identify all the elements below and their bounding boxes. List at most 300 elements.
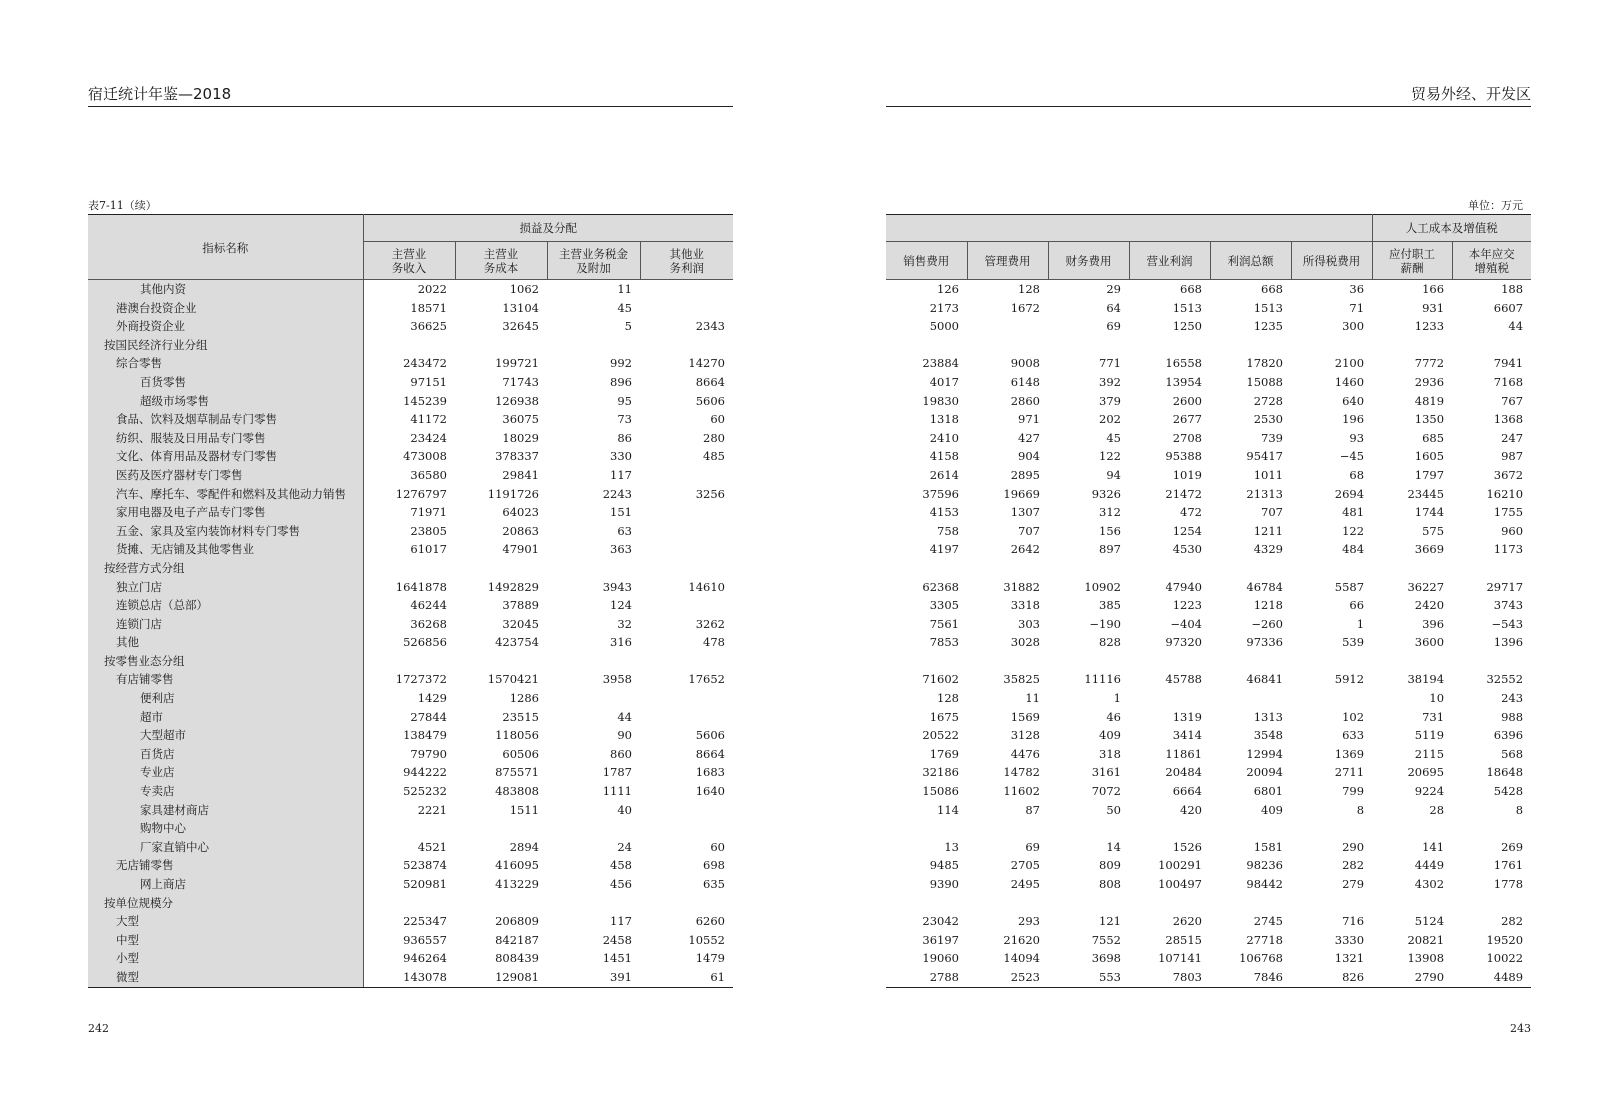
table-cell: 1727372 (395, 672, 447, 687)
table-cell: 2860 (1010, 393, 1040, 408)
table-cell (1291, 652, 1372, 671)
table-cell (1291, 336, 1372, 355)
table-cell: 20695 (1407, 765, 1445, 780)
page-number: 243 (1510, 1022, 1531, 1035)
table-cell: 809 (1099, 858, 1121, 873)
table-row (88, 726, 733, 745)
table-cell (640, 596, 733, 615)
table-cell: 3256 (695, 486, 725, 501)
table-cell: 1369 (1334, 746, 1365, 761)
table-row (88, 912, 733, 931)
table-cell: 98236 (1246, 858, 1283, 873)
table-cell: 100497 (1158, 877, 1202, 891)
table-cell (886, 336, 967, 355)
table-cell: 20821 (1407, 932, 1445, 947)
table-cell: 3943 (602, 579, 632, 594)
table-cell: 20094 (1246, 765, 1283, 780)
table-row (886, 633, 1531, 652)
table-cell: 5606 (695, 728, 725, 743)
table-row (886, 875, 1531, 894)
table-cell: 1570421 (487, 672, 539, 687)
table-row (886, 745, 1531, 764)
table-cell: 17820 (1246, 356, 1283, 371)
table-cell: 300 (1342, 319, 1365, 334)
table-cell: 27844 (410, 709, 447, 724)
table-cell (1372, 336, 1452, 355)
table-cell: 7846 (1210, 968, 1291, 987)
table-row (88, 559, 733, 578)
table-cell: 11602 (1003, 784, 1040, 799)
table-cell: 122 (1342, 523, 1365, 538)
table-cell: 90 (617, 728, 632, 743)
table-cell: 15088 (1246, 374, 1283, 389)
table-cell (967, 894, 1048, 913)
col-header-text: 管理费用 (984, 253, 1031, 268)
table-cell: 2620 (1172, 914, 1202, 929)
row-name: 按经营方式分组 (88, 559, 363, 578)
table-cell: 206809 (495, 914, 539, 929)
table-cell: 95417 (1246, 449, 1283, 464)
row-name: 网上商店 (88, 875, 363, 894)
table-cell: 7072 (1091, 784, 1121, 799)
row-name: 无店铺零售 (88, 856, 363, 875)
table-cell: 107141 (1158, 951, 1202, 966)
table-cell (547, 559, 640, 578)
table-cell: 32 (617, 616, 632, 631)
table-cell: 640 (1342, 393, 1365, 408)
table-cell: 1233 (1414, 319, 1445, 334)
table-cell (640, 894, 733, 913)
row-name: 五金、家具及室内装饰材料专门零售 (88, 522, 363, 541)
table-cell: 11116 (1084, 672, 1121, 687)
table-cell (1210, 689, 1291, 708)
table-cell: 553 (1048, 968, 1129, 987)
table-cell: 141 (1422, 839, 1445, 854)
table-row (88, 931, 733, 950)
table-cell: 23424 (410, 430, 447, 445)
table-cell: 2936 (1414, 374, 1445, 389)
table-cell: 3414 (1172, 728, 1202, 743)
table-cell (640, 801, 733, 820)
table-cell: 47901 (502, 542, 539, 557)
table-cell (363, 652, 455, 671)
table-cell: 2600 (1172, 393, 1202, 408)
table-cell: 64023 (502, 505, 539, 520)
table-cell: 413229 (495, 877, 539, 891)
table-cell: 2894 (509, 839, 539, 854)
table-cell: 420 (1180, 802, 1202, 817)
table-cell: 16210 (1486, 486, 1524, 501)
table-cell: 944222 (403, 765, 447, 780)
table-row (886, 726, 1531, 745)
table-row (886, 522, 1531, 541)
table-cell: 20863 (502, 523, 539, 538)
table-row (886, 801, 1531, 820)
table-cell: 31882 (1003, 579, 1040, 594)
table-cell (967, 336, 1048, 355)
table-cell: 575 (1422, 523, 1445, 538)
table-cell: 10552 (688, 932, 725, 947)
table-cell (455, 336, 547, 355)
row-name: 按零售业态分组 (88, 652, 363, 671)
table-cell: 2420 (1414, 598, 1445, 613)
unit-label: 单位：万元 (1468, 199, 1523, 212)
table-cell: 36 (1349, 282, 1365, 296)
table-cell: 416095 (495, 858, 539, 873)
table-cell: −404 (1170, 616, 1202, 631)
table-cell: 11 (617, 282, 632, 296)
table-cell (1372, 652, 1452, 671)
table-cell: 698 (703, 858, 725, 873)
group-header-profit: 损益及分配 (363, 215, 733, 242)
table-cell: 1513 (1172, 300, 1202, 315)
table-cell: 1526 (1172, 839, 1202, 854)
row-name: 纺织、服装及日用品专门零售 (88, 429, 363, 448)
table-cell (455, 652, 547, 671)
row-name: 便利店 (88, 689, 363, 708)
table-cell: 243 (1501, 691, 1524, 706)
table-cell: 716 (1342, 914, 1365, 929)
table-cell: 3330 (1334, 932, 1365, 947)
table-cell: 138479 (403, 728, 447, 743)
table-cell: 897 (1099, 542, 1121, 557)
row-name: 超级市场零售 (88, 392, 363, 411)
table-cell (1129, 689, 1210, 708)
col-header-text: 所得税费用 (1302, 253, 1361, 268)
table-cell: 4530 (1172, 542, 1202, 557)
table-row (886, 670, 1531, 689)
table-row (88, 894, 733, 913)
table-cell: 64 (1106, 300, 1121, 315)
table-cell: 1479 (695, 951, 725, 966)
table-cell: 5587 (1334, 579, 1365, 594)
table-cell: 128 (937, 691, 959, 706)
table-cell (640, 280, 733, 299)
table-cell: 826 (1291, 968, 1372, 987)
table-cell: 117 (610, 914, 632, 929)
row-name: 厂家直销中心 (88, 838, 363, 857)
table-cell: 2523 (967, 968, 1048, 987)
table-cell: 10 (1429, 691, 1445, 706)
col-header (547, 242, 640, 280)
col-header (1372, 242, 1452, 280)
table-cell: 18029 (502, 430, 539, 445)
table-cell (1210, 652, 1291, 671)
table-cell (886, 894, 967, 913)
table-cell: 36580 (410, 467, 447, 482)
table-cell (1452, 894, 1531, 913)
group-header-labor: 人工成本及增值税 (1372, 215, 1531, 242)
table-cell (1452, 652, 1531, 671)
table-row (88, 280, 733, 299)
table-cell: 1307 (1010, 505, 1040, 520)
table-row (886, 392, 1531, 411)
table-cell: 95 (617, 393, 632, 408)
table-cell: 1350 (1414, 412, 1445, 427)
table-cell (363, 819, 455, 838)
table-cell: 2745 (1253, 914, 1283, 929)
table-row (886, 968, 1531, 987)
table-cell: 32045 (502, 616, 539, 631)
row-name: 专业店 (88, 763, 363, 782)
table-cell: 633 (1342, 728, 1365, 743)
table-cell: 1797 (1414, 467, 1445, 482)
table-cell: 5124 (1414, 914, 1445, 929)
table-cell: 143078 (363, 968, 455, 987)
table-cell: 118056 (495, 728, 539, 743)
table-cell: 280 (703, 430, 725, 445)
table-cell: 95388 (1165, 449, 1202, 464)
table-cell: 1683 (695, 765, 725, 780)
table-cell: 318 (1099, 746, 1121, 761)
table-cell: 385 (1099, 598, 1121, 613)
table-cell: 3698 (1091, 951, 1121, 966)
right-data-table (886, 214, 1531, 988)
table-cell: 11861 (1165, 746, 1202, 761)
table-cell: 771 (1099, 356, 1121, 371)
table-cell: 13908 (1407, 951, 1445, 966)
table-cell: 3669 (1414, 542, 1445, 557)
table-cell: 18571 (410, 300, 447, 315)
table-cell (886, 559, 967, 578)
table-cell: 13104 (502, 300, 539, 315)
table-row (886, 485, 1531, 504)
table-cell: 121 (1099, 914, 1121, 929)
table-cell: 243472 (403, 356, 447, 371)
table-cell: 20484 (1165, 765, 1202, 780)
table-row (886, 838, 1531, 857)
table-cell (1452, 559, 1531, 578)
table-cell: 37596 (922, 486, 959, 501)
table-cell: 2728 (1253, 393, 1283, 408)
table-cell: 5912 (1334, 672, 1365, 687)
table-cell: 8664 (695, 374, 725, 389)
table-cell: 126 (937, 282, 959, 296)
row-name: 综合零售 (88, 354, 363, 373)
table-cell: 1111 (602, 784, 632, 799)
table-cell: 483808 (495, 784, 539, 799)
table-cell: 97151 (410, 374, 447, 389)
table-row (886, 299, 1531, 318)
table-cell: 71602 (922, 672, 959, 687)
table-cell: 5119 (1414, 728, 1445, 743)
table-cell: 316 (610, 635, 632, 650)
table-cell: 1429 (417, 691, 447, 706)
col-header (1129, 242, 1210, 280)
table-cell: −190 (1089, 616, 1121, 631)
table-cell: 17652 (688, 672, 725, 687)
table-cell: 61017 (410, 542, 447, 557)
table-cell: 196 (1342, 412, 1365, 427)
table-row (886, 280, 1531, 299)
table-cell: 2677 (1172, 412, 1202, 427)
table-row (88, 708, 733, 727)
table-cell: 9390 (929, 877, 959, 891)
table-cell: 1019 (1172, 467, 1202, 482)
table-row (88, 745, 733, 764)
table-cell: 4819 (1414, 393, 1445, 408)
table-cell: 60 (710, 412, 725, 427)
table-cell: 2614 (929, 467, 959, 482)
table-cell: 23042 (922, 914, 959, 929)
table-cell: 6607 (1493, 300, 1524, 315)
chapter-title: 贸易外经、开发区 (1410, 85, 1531, 103)
table-cell: 458 (610, 858, 632, 873)
table-cell: 946264 (403, 951, 447, 966)
col-header (1210, 242, 1291, 280)
row-name: 按国民经济行业分组 (88, 336, 363, 355)
table-cell (1291, 559, 1372, 578)
table-cell: 9008 (1010, 356, 1040, 371)
table-cell: 707 (1018, 523, 1040, 538)
table-cell (1291, 689, 1372, 708)
row-name: 医药及医疗器材专门零售 (88, 466, 363, 485)
table-cell: 860 (610, 746, 632, 761)
table-row (88, 652, 733, 671)
table-cell: 2100 (1334, 356, 1365, 371)
table-cell: 427 (1018, 430, 1040, 445)
col-header-text: 应付职工 薪酬 (1389, 246, 1436, 275)
table-cell (640, 819, 733, 838)
table-cell: 1313 (1253, 709, 1283, 724)
table-cell: 6801 (1253, 784, 1283, 799)
table-cell: 45788 (1165, 672, 1202, 687)
table-row (88, 763, 733, 782)
table-cell: 20522 (922, 728, 959, 743)
table-row (88, 540, 733, 559)
table-cell: 1569 (1010, 709, 1040, 724)
table-cell: 73 (617, 412, 632, 427)
table-row (886, 856, 1531, 875)
table-cell: 896 (610, 374, 632, 389)
table-cell: 568 (1501, 746, 1524, 761)
col-header (1452, 242, 1531, 280)
table-cell (1452, 336, 1531, 355)
table-cell: 4158 (929, 449, 959, 464)
table-cell: 282 (1342, 858, 1365, 873)
table-cell: 3305 (929, 598, 959, 613)
table-cell: 2642 (1010, 542, 1040, 557)
table-cell: 1318 (929, 412, 959, 427)
table-cell: 19060 (922, 951, 959, 966)
table-cell: 128 (1018, 282, 1040, 296)
row-name: 外商投资企业 (88, 317, 363, 336)
table-cell: 842187 (495, 932, 539, 947)
col-header-text: 本年应交 增殖税 (1468, 246, 1515, 275)
table-cell: 1191726 (487, 486, 539, 501)
row-name: 中型 (88, 931, 363, 950)
table-cell: 2711 (1334, 765, 1365, 780)
row-name: 独立门店 (88, 578, 363, 597)
table-cell: 47940 (1165, 579, 1202, 594)
table-cell: 1062 (509, 282, 539, 296)
table-cell: 36227 (1407, 579, 1445, 594)
table-row (886, 652, 1531, 671)
running-head (886, 86, 1531, 107)
row-name: 家具建材商店 (88, 801, 363, 820)
table-cell: 35825 (1003, 672, 1040, 687)
table-cell (1291, 894, 1372, 913)
row-name: 连锁总店（总部） (88, 596, 363, 615)
table-cell: 4521 (417, 839, 447, 854)
table-cell: 10022 (1486, 951, 1524, 966)
table-cell (640, 559, 733, 578)
table-cell: 68 (1349, 467, 1365, 482)
table-cell: 98442 (1246, 877, 1283, 891)
table-cell: 23884 (922, 356, 959, 371)
table-cell: 9326 (1091, 486, 1121, 501)
table-cell: 1211 (1253, 523, 1283, 538)
table-cell (1372, 819, 1452, 838)
row-name: 港澳台投资企业 (88, 299, 363, 318)
table-cell (640, 652, 733, 671)
table-cell: 293 (1018, 914, 1040, 929)
table-cell: 7853 (929, 635, 959, 650)
col-header-text: 主营业 务收入 (391, 246, 427, 275)
table-cell (363, 894, 455, 913)
table-cell: 635 (703, 877, 725, 891)
left-page (88, 0, 733, 1099)
row-name: 家用电器及电子产品专门零售 (88, 503, 363, 522)
table-row (88, 670, 733, 689)
table-cell: 6260 (695, 914, 725, 929)
table-cell: 97320 (1165, 635, 1202, 650)
table-cell: 2705 (1010, 858, 1040, 873)
table-row (886, 336, 1531, 355)
table-cell: 5428 (1493, 784, 1524, 799)
row-name: 小型 (88, 949, 363, 968)
table-cell: 44 (1508, 319, 1524, 334)
table-cell: 15086 (922, 784, 959, 799)
table-row (88, 373, 733, 392)
table-cell: 50 (1106, 802, 1121, 817)
table-cell: 3318 (1010, 598, 1040, 613)
table-cell: 36268 (410, 616, 447, 631)
table-row (886, 578, 1531, 597)
table-cell: 668 (1180, 282, 1202, 296)
table-row (88, 968, 733, 987)
table-cell: 799 (1342, 784, 1365, 799)
table-cell (455, 819, 547, 838)
table-cell (455, 894, 547, 913)
table-cell: 38194 (1407, 672, 1445, 687)
table-cell: 1778 (1493, 877, 1524, 891)
table-cell: 19830 (922, 393, 959, 408)
table-cell (1452, 819, 1531, 838)
row-name: 专卖店 (88, 782, 363, 801)
table-cell: 409 (1261, 802, 1283, 817)
table-cell: 145239 (403, 393, 447, 408)
table-cell: 3743 (1493, 598, 1524, 613)
table-cell: 37889 (502, 598, 539, 613)
table-cell: 391 (547, 968, 640, 987)
table-cell (1048, 894, 1129, 913)
table-cell: 4489 (1452, 968, 1531, 987)
table-cell: 3958 (602, 672, 632, 687)
table-cell (967, 317, 1048, 336)
table-cell: 2022 (417, 282, 447, 296)
row-name: 其他 (88, 633, 363, 652)
table-cell: 46 (1106, 709, 1121, 724)
table-row (88, 299, 733, 318)
table-cell: 3128 (1010, 728, 1040, 743)
table-cell: 29717 (1486, 579, 1524, 594)
table-cell: 758 (937, 523, 959, 538)
table-cell: 1173 (1493, 542, 1524, 557)
table-cell: 9224 (1414, 784, 1445, 799)
col-header-text: 主营业 务成本 (483, 246, 519, 275)
table-cell: 10902 (1084, 579, 1121, 594)
